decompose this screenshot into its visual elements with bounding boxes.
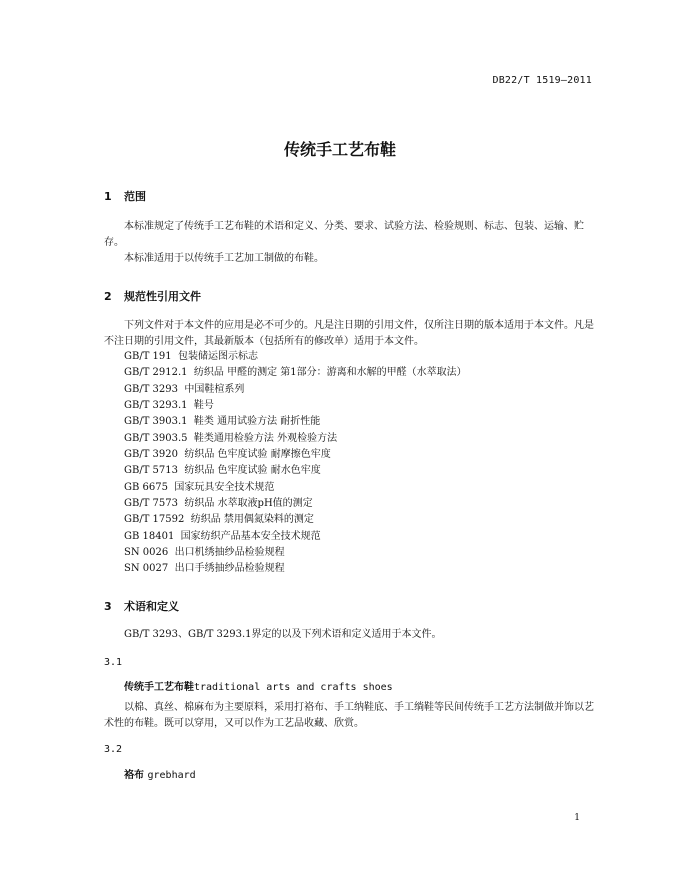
reference-item: GB/T 191 包装储运图示标志 <box>124 351 258 362</box>
section-number: 1 <box>104 190 112 203</box>
section-number: 2 <box>104 290 112 303</box>
scope-paragraph-2: 本标准适用于以传统手工艺加工制做的布鞋。 <box>124 253 324 264</box>
standard-number: DB22/T 1519—2011 <box>492 75 592 86</box>
term-english: traditional arts and crafts shoes <box>194 682 393 693</box>
term-definition: 以棉、真丝、棉麻布为主要原料，采用打袼布、手工纳鞋底、手工绱鞋等民间传统手工艺方法制做并饰以艺术性的布鞋。既可以穿用，又可以作为工艺品收藏、欣赏。 <box>104 702 594 729</box>
term-heading <box>124 766 196 781</box>
terms-intro-paragraph: GB/T 3293、GB/T 3293.1界定的以及下列术语和定义适用于本文件。 <box>124 629 442 640</box>
term-chinese: 传统手工艺布鞋 <box>124 682 194 693</box>
reference-item: GB/T 5713 纺织品 色牢度试验 耐水色牢度 <box>124 465 321 477</box>
section-number: 3 <box>104 600 112 613</box>
section-heading-refs <box>104 288 201 304</box>
section-heading-terms <box>104 598 179 614</box>
refs-intro-paragraph: 下列文件对于本文件的应用是必不可少的。凡是注日期的引用文件，仅所注日期的版本适用于本文件。凡是不注日期的引用文件，其最新版本（包括所有的修改单）适用于本文件。 <box>104 320 594 347</box>
reference-item: GB/T 7573 纺织品 水萃取液pH值的测定 <box>124 498 313 510</box>
reference-list <box>124 349 467 578</box>
reference-item: SN 0027 出口手绣抽纱品检验规程 <box>124 563 285 575</box>
term-chinese: 袼布 <box>124 770 144 781</box>
page-number: 1 <box>574 813 580 823</box>
term-number: 3.2 <box>104 744 123 755</box>
reference-item: GB/T 3920 纺织品 色牢度试验 耐摩擦色牢度 <box>124 449 331 461</box>
document-title: 传统手工艺布鞋 <box>283 140 396 159</box>
reference-item: GB 18401 国家纺织产品基本安全技术规范 <box>124 530 321 542</box>
reference-item: GB/T 3903.1 鞋类 通用试验方法 耐折性能 <box>124 416 321 428</box>
scope-paragraph-1: 本标准规定了传统手工艺布鞋的术语和定义、分类、要求、试验方法、检验规则、标志、包装、运输、贮存。 <box>104 221 584 248</box>
section-title: 术语和定义 <box>124 600 179 613</box>
reference-item: GB/T 3903.5 鞋类通用检验方法 外观检验方法 <box>124 432 338 444</box>
reference-item: GB/T 3293.1 鞋号 <box>124 400 214 412</box>
reference-item: GB 6675 国家玩具安全技术规范 <box>124 481 275 493</box>
section-title: 规范性引用文件 <box>124 290 201 303</box>
reference-item: GB/T 3293 中国鞋楦系列 <box>124 383 245 395</box>
term-heading <box>124 678 393 693</box>
term-number: 3.1 <box>104 657 123 668</box>
reference-item: SN 0026 出口机绣抽纱品检验规程 <box>124 547 285 559</box>
section-title: 范围 <box>124 190 146 203</box>
reference-item: GB/T 2912.1 纺织品 甲醛的测定 第1部分：游离和水解的甲醛（水萃取法） <box>124 367 467 379</box>
reference-item: GB/T 17592 纺织品 禁用偶氮染料的测定 <box>124 514 314 526</box>
section-heading-scope <box>104 188 146 204</box>
term-english: grebhard <box>147 770 196 781</box>
